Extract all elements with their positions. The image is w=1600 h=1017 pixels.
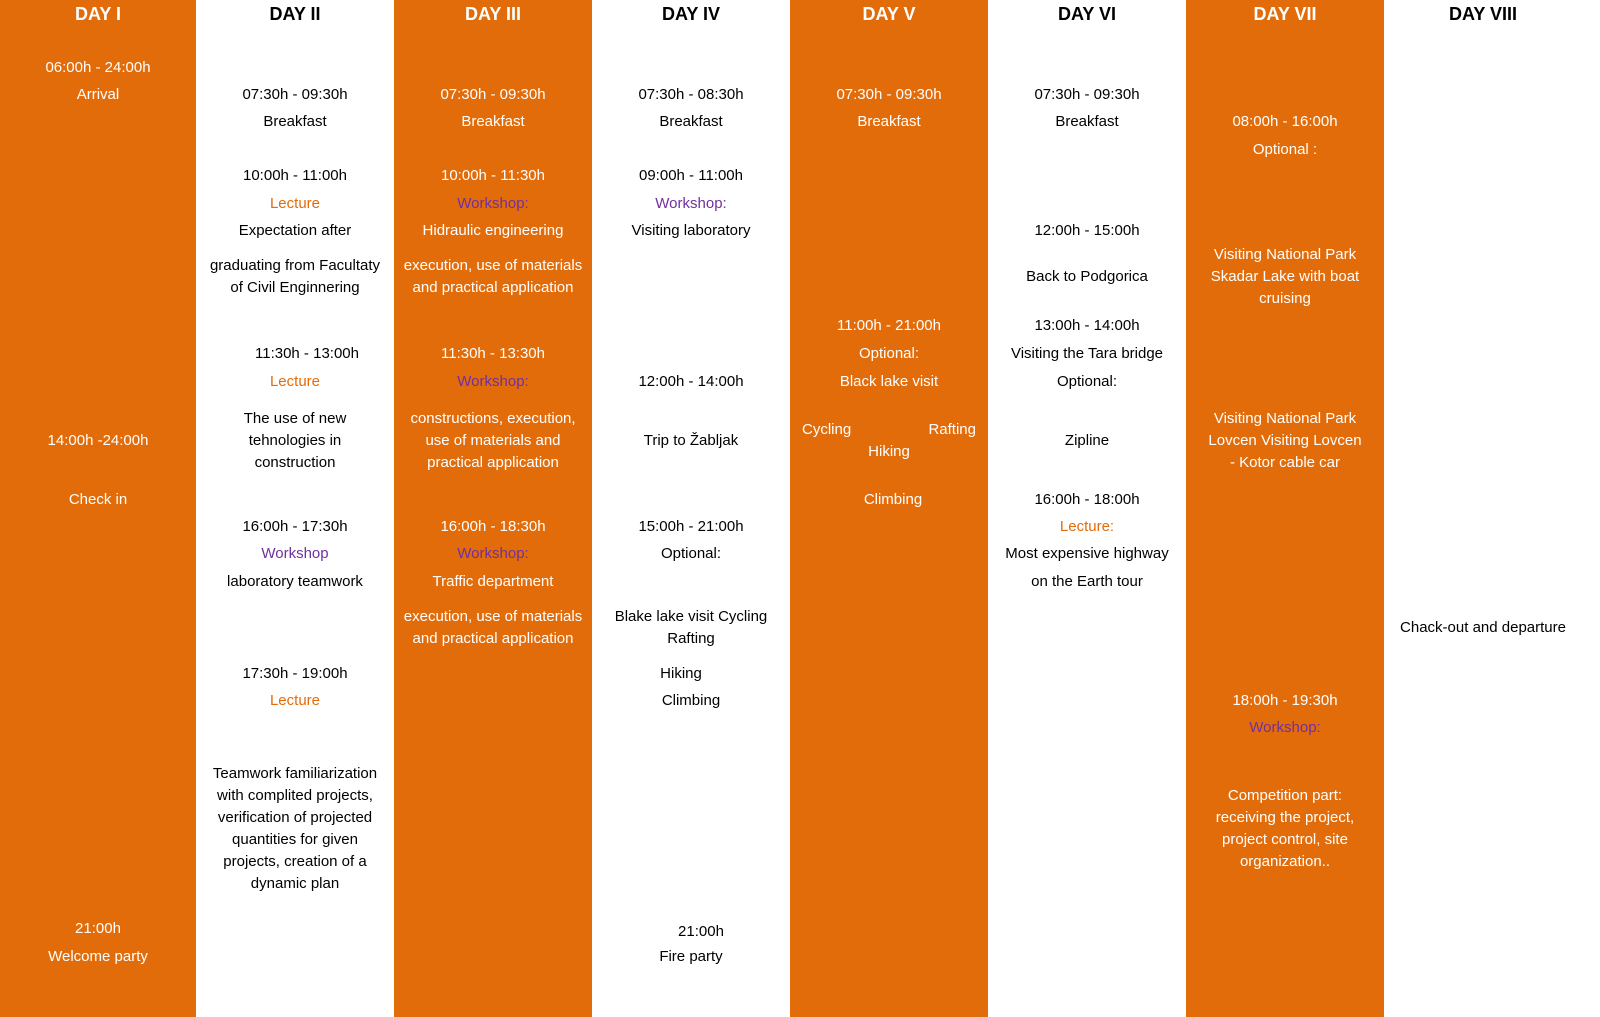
day-3-time-breakfast: 07:30h - 09:30h (440, 86, 546, 103)
day-5-hiking: Hiking (868, 443, 910, 460)
day-1-time-party: 21:00h (75, 920, 121, 937)
day-6-header: DAY VI (1057, 4, 1117, 24)
day-1-welcome-party: Welcome party (48, 948, 148, 965)
day-2-workshop-title: laboratory teamwork (227, 573, 363, 590)
day-4-optional-activities: Blake lake visit Cycling Rafting (614, 608, 768, 647)
day-3-time-workshop-1: 10:00h - 11:30h (441, 167, 545, 184)
day-6-lecture-label: Lecture: (1059, 518, 1115, 535)
day-3-workshop-1-label: Workshop: (457, 195, 529, 212)
day-1-arrival: Arrival (76, 86, 120, 103)
day-6-highway: Most expensive highway (1005, 545, 1169, 562)
day-7-column (1186, 0, 1384, 1017)
day-5-rafting: Rafting (928, 421, 976, 438)
day-6-column (988, 0, 1186, 1017)
day-2-lecture-3-detail: Teamwork familiarization with complited projects, verification of projected quantities for given projects, creation of a dynamic plan (212, 765, 378, 892)
day-1-checkin: Check in (68, 491, 128, 508)
day-1-column (0, 0, 196, 1017)
day-5-breakfast: Breakfast (857, 113, 921, 130)
day-6-time-tara: 13:00h - 14:00h (1034, 317, 1140, 334)
day-2-column (196, 0, 394, 1017)
day-5-climbing: Climbing (863, 491, 923, 508)
day-4-fire-party: Fire party (659, 948, 723, 965)
day-2-time-workshop: 16:00h - 17:30h (242, 518, 348, 535)
day-2-time-lecture-2: 11:30h - 13:00h (255, 345, 359, 362)
day-6-time-back: 12:00h - 15:00h (1034, 222, 1140, 239)
day-2-lecture-1-title: Expectation after (238, 222, 352, 239)
day-7-header: DAY VII (1253, 4, 1317, 24)
day-1-time-checkin: 14:00h -24:00h (47, 432, 149, 449)
day-7-time-optional: 08:00h - 16:00h (1232, 113, 1338, 130)
day-4-time-workshop: 09:00h - 11:00h (639, 167, 743, 184)
day-3-header: DAY III (464, 4, 522, 24)
day-2-lecture-3-label: Lecture (269, 692, 321, 709)
day-6-optional-label: Optional: (1056, 373, 1118, 390)
day-2-lecture-1-label: Lecture (269, 195, 321, 212)
day-4-column (592, 0, 790, 1017)
day-3-workshop-3-detail: execution, use of materials and practical application (403, 608, 583, 647)
day-7-time-workshop: 18:00h - 19:30h (1232, 692, 1338, 709)
day-6-tara-bridge: Visiting the Tara bridge (1010, 345, 1164, 362)
day-4-time-optional: 15:00h - 21:00h (638, 518, 744, 535)
day-4-header: DAY IV (661, 4, 721, 24)
day-4-time-trip: 12:00h - 14:00h (638, 373, 744, 390)
day-4-workshop-title: Visiting laboratory (631, 222, 751, 239)
day-2-time-lecture-1: 10:00h - 11:00h (243, 167, 347, 184)
day-6-time-lecture: 16:00h - 18:00h (1034, 491, 1140, 508)
day-5-black-lake: Black lake visit (839, 373, 939, 390)
day-8-checkout: Chack-out and departure (1400, 619, 1566, 636)
day-3-workshop-2-detail: constructions, execution, use of materials and practical application (410, 410, 576, 471)
day-2-breakfast: Breakfast (263, 113, 327, 130)
day-3-time-workshop-2: 11:30h - 13:30h (441, 345, 545, 362)
day-5-column (790, 0, 988, 1017)
day-1-time-arrival: 06:00h - 24:00h (45, 59, 151, 76)
day-4-time-party: 21:00h (678, 923, 724, 940)
day-8-header: DAY VIII (1448, 4, 1518, 24)
day-6-breakfast: Breakfast (1055, 113, 1119, 130)
day-4-optional-label: Optional: (660, 545, 722, 562)
day-4-hiking: Hiking (660, 665, 702, 682)
day-5-header: DAY V (862, 4, 916, 24)
day-3-workshop-3-label: Workshop: (457, 545, 529, 562)
day-3-column (394, 0, 592, 1017)
day-4-climbing: Climbing (661, 692, 721, 709)
day-2-lecture-2-label: Lecture (269, 373, 321, 390)
day-5-cycling: Cycling (802, 421, 852, 438)
day-3-workshop-3-title: Traffic department (432, 573, 554, 590)
day-5-time-breakfast: 07:30h - 09:30h (836, 86, 942, 103)
day-4-trip: Trip to Žabljak (643, 432, 739, 449)
day-7-lovcen: Visiting National Park Lovcen Visiting Lovcen - Kotor cable car (1208, 410, 1362, 471)
day-7-workshop-label: Workshop: (1249, 719, 1321, 736)
day-5-optional-label: Optional: (858, 345, 920, 362)
day-6-earth-tour: on the Earth tour (1031, 573, 1143, 590)
day-2-lecture-1-detail: graduating from Facultaty of Civil Enginnering (209, 257, 381, 296)
day-2-header: DAY II (269, 4, 321, 24)
day-6-zipline: Zipline (1064, 432, 1110, 449)
day-2-time-lecture-3: 17:30h - 19:00h (242, 665, 348, 682)
day-7-competition: Competition part: receiving the project, project control, site organization.. (1215, 787, 1355, 870)
day-3-workshop-2-label: Workshop: (457, 373, 529, 390)
day-2-time-breakfast: 07:30h - 09:30h (242, 86, 348, 103)
day-1-header: DAY I (74, 4, 122, 24)
day-4-time-breakfast: 07:30h - 08:30h (638, 86, 744, 103)
day-7-skadar-lake: Visiting National Park Skadar Lake with boat cruising (1210, 246, 1360, 307)
day-7-optional-label: Optional : (1252, 141, 1318, 158)
day-6-back-to-podgorica: Back to Podgorica (1026, 268, 1148, 285)
day-3-breakfast: Breakfast (461, 113, 525, 130)
day-2-lecture-2-title: The use of new tehnologies in construction (243, 410, 347, 471)
day-3-time-workshop-3: 16:00h - 18:30h (440, 518, 546, 535)
day-8-column (1384, 0, 1582, 1017)
day-4-workshop-label: Workshop: (655, 195, 727, 212)
day-2-workshop-label: Workshop (261, 545, 329, 562)
day-6-time-breakfast: 07:30h - 09:30h (1034, 86, 1140, 103)
day-3-workshop-1-detail: execution, use of materials and practical application (403, 257, 583, 296)
day-4-breakfast: Breakfast (659, 113, 723, 130)
day-5-time-optional: 11:00h - 21:00h (837, 317, 941, 334)
day-3-workshop-1-title: Hidraulic engineering (422, 222, 564, 239)
